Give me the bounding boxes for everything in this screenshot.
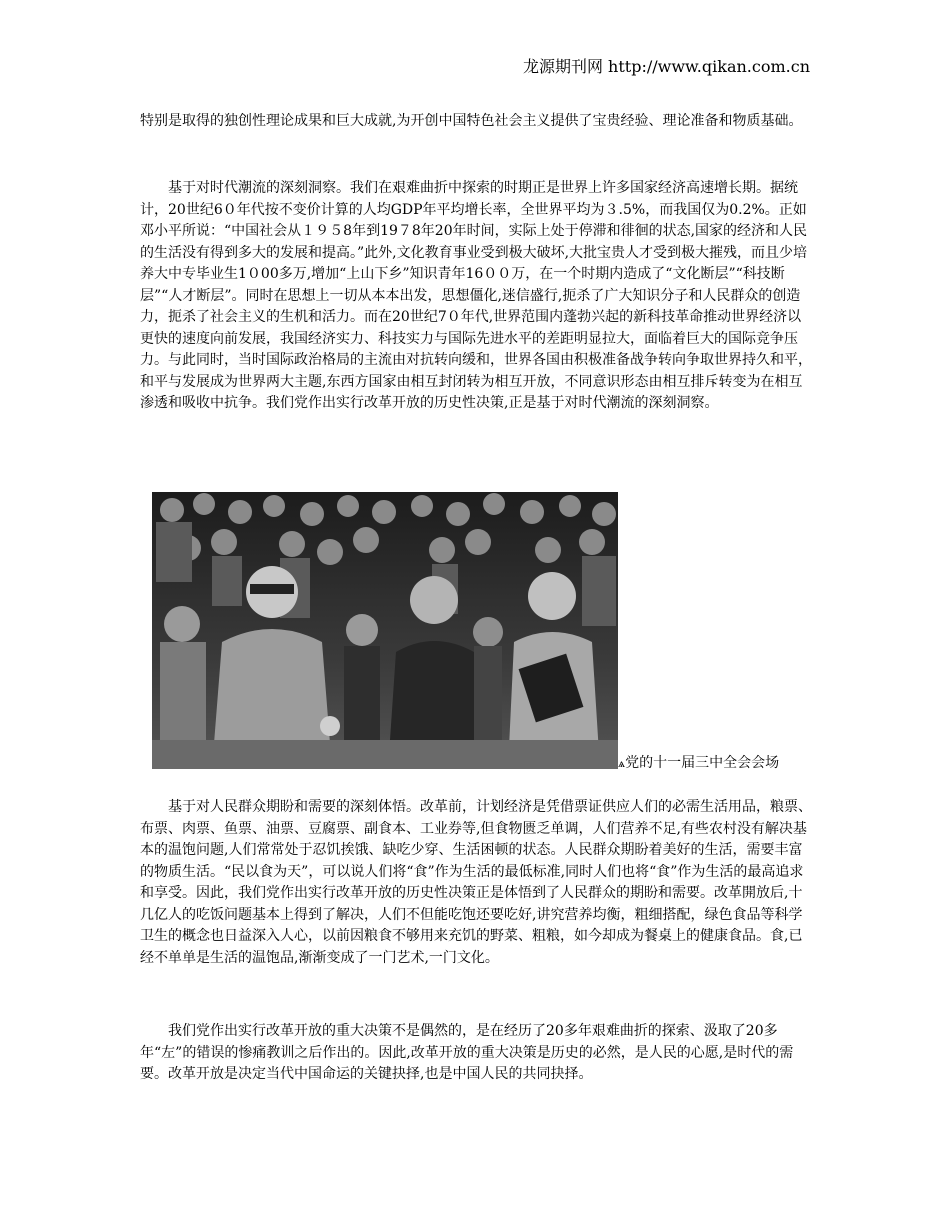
paragraph-2 [140, 178, 812, 415]
paragraph-text: 基于对人民群众期盼和需要的深刻体悟。改革前，计划经济是凭借票证供应人们的必需生活用品，粮票、布票、肉票、鱼票、油票、豆腐票、副食本、工业券等,但食物匮乏单调，人们营养不足,有些农村没有解决基本的温饱问题,人们常常处于忍饥挨饿、缺吃少穿、生活困顿的状态。人民群众期盼着美好的生活，需要丰富的物质生活。“民以食为天”，可以说人们将“食”作为生活的最低标准,同时人们也将“食”作为生活的最高追求和享受。因此，我们党作出实行改革开放的历史性决策正是体悟到了人民群众的期盼和需要。改革開放后,十几亿人的吃饭问题基本上得到了解决，人们不但能吃饱还要吃好,讲究营养均衡，粗细搭配，绿色食品等科学卫生的概念也日益深入人心，以前因粮食不够用来充饥的野菜、粗粮，如今却成为餐桌上的健康食品。食,已经不单单是生活的温饱品,渐渐变成了一门艺术,一门文化。 [140, 799, 812, 966]
caption-text: 党的十一届三中全会会场 [625, 755, 780, 771]
paragraph-3 [140, 797, 812, 969]
figure-caption [618, 753, 779, 773]
meeting-photo [152, 492, 618, 769]
paragraph-4 [140, 1021, 812, 1086]
paragraph-1 [140, 111, 812, 133]
caption-marker: ѧ [618, 756, 626, 770]
paragraph-text: 我们党作出实行改革开放的重大决策不是偶然的，是在经历了20多年艰难曲折的探索、汲取了20多年“左”的错误的惨痛教训之后作出的。因此,改革开放的重大决策是历史的必然，是人民的心愿,是时代的需要。改革开放是决定当代中国命运的关键抉择,也是中国人民的共同抉择。 [140, 1023, 794, 1082]
site-header: 龙源期刊网 http://www.qikan.com.cn [522, 57, 810, 76]
paragraph-text: 基于对时代潮流的深刻洞察。我们在艰难曲折中探索的时期正是世界上许多国家经济高速增长期。据统计，20世纪6０年代按不变价计算的人均GDP年平均增长率，全世界平均为３.5%，而我国仅为0.2%。正如邓小平所说：“中国社会从１９５8年到19７8年20年时间，实际上处于停滞和徘徊的状态,国家的经济和人民的生活没有得到多大的发展和提高。”此外,文化教育事业受到极大破坏,大批宝贵人才受到极大摧残，而且少培养大中专毕业生1０00多万,增加“上山下乡”知识青年16００万，在一个时期内造成了“文化断层”“科技断层”“人才断层”。同时在思想上一切从本本出发，思想僵化,迷信盛行,扼杀了广大知识分子和人民群众的创造力，扼杀了社会主义的生机和活力。而在20世纪7０年代,世界范围内蓬勃兴起的新科技革命推动世界经济以更快的速度向前发展，我国经济实力、科技实力与国际先进水平的差距明显拉大，面临着巨大的国际竞争压力。与此同时，当时国际政治格局的主流由对抗转向缓和，世界各国由积极准备战争转向争取世界持久和平，和平与发展成为世界两大主题,东西方国家由相互封闭转为相互开放，不同意识形态由相互排斥转变为在相互渗透和吸收中抗争。我们党作出实行改革开放的历史性决策,正是基于对时代潮流的深刻洞察。 [140, 180, 812, 411]
paragraph-text: 特别是取得的独创性理论成果和巨大成就,为开创中国特色社会主义提供了宝贵经验、理论准备和物质基础。 [140, 113, 803, 129]
